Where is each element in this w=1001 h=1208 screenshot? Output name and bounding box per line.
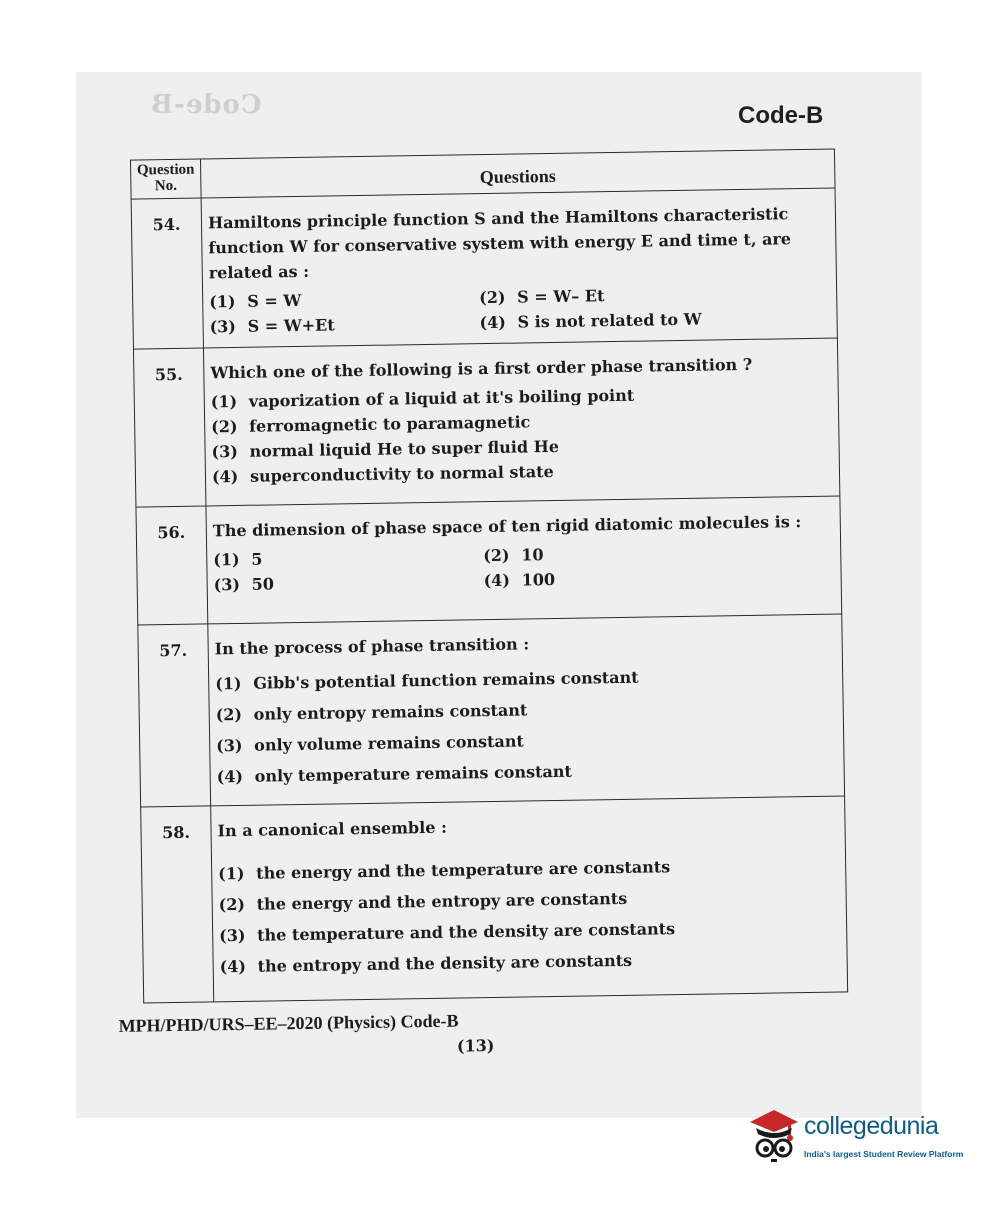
question-number-header: Question No. (131, 159, 202, 199)
code-label: Code-B (738, 102, 824, 129)
question-text: Hamiltons principle function S and the Hamiltons characteristic function W for conservative system with energy E and time t, are related as : (207, 204, 792, 283)
option-1: (1) S = W (209, 290, 302, 312)
question-cell (203, 338, 839, 506)
option-3: (3) normal liquid He to super fluid He (211, 436, 560, 462)
question-sheet (105, 149, 849, 1056)
question-text: Which one of the following is a first order phase transition ? (210, 354, 753, 383)
question-number: 54. (131, 198, 203, 349)
question-row-55 (133, 338, 839, 507)
page-number: (13) (456, 1035, 495, 1056)
option-1: (1) the energy and the temperature are constants (218, 857, 671, 884)
question-number: 56. (136, 506, 208, 625)
option-3: (3) S = W+Et (209, 315, 335, 337)
questions-header: Questions (200, 149, 835, 198)
option-1: (1) Gibb's potential function remains constant (215, 667, 639, 694)
option-3: (3) the temperature and the density are constants (219, 919, 676, 946)
question-cell (201, 188, 837, 348)
option-3: (3) 50 (213, 574, 275, 595)
option-1: (1) vaporization of a liquid at it's boiling point (210, 385, 635, 412)
option-2: (2) ferromagnetic to paramagnetic (211, 412, 531, 437)
question-table (130, 149, 848, 1004)
question-number: 57. (138, 624, 211, 807)
question-text: The dimension of phase space of ten rigid diatomic molecules is : (212, 512, 802, 541)
logo-tagline: India's largest Student Review Platform (804, 1149, 964, 1159)
graduate-mascot-icon (744, 1104, 802, 1164)
mirrored-code-label: Code-B (150, 90, 262, 120)
question-text: In the process of phase transition : (214, 634, 530, 659)
option-4: (4) only temperature remains constant (216, 761, 572, 787)
option-2: (2) only entropy remains constant (215, 700, 528, 725)
question-row-56 (136, 496, 842, 625)
option-4: (4) 100 (483, 569, 556, 591)
question-cell (206, 496, 842, 624)
option-2: (2) 10 (483, 545, 544, 566)
option-4: (4) S is not related to W (479, 309, 702, 333)
logo-wordmark: collegedunia (804, 1112, 939, 1140)
question-row-54 (131, 188, 837, 349)
question-number: 55. (133, 348, 205, 507)
question-cell (208, 614, 845, 806)
option-2: (2) S = W– Et (479, 286, 605, 308)
question-row-58 (141, 796, 848, 1003)
question-number: 58. (141, 806, 214, 1003)
option-2: (2) the energy and the entropy are constants (218, 888, 628, 915)
question-text: In a canonical ensemble : (217, 817, 448, 841)
option-4: (4) superconductivity to normal state (211, 461, 554, 487)
option-4: (4) the entropy and the density are constants (219, 950, 633, 977)
question-row-57 (138, 614, 845, 807)
collegedunia-logo (744, 1104, 974, 1164)
option-3: (3) only volume remains constant (216, 731, 524, 756)
option-1: (1) 5 (213, 549, 263, 570)
exam-code-footer: MPH/PHD/URS–EE–2020 (Physics) Code-B (118, 1010, 459, 1036)
question-cell (211, 796, 848, 1002)
